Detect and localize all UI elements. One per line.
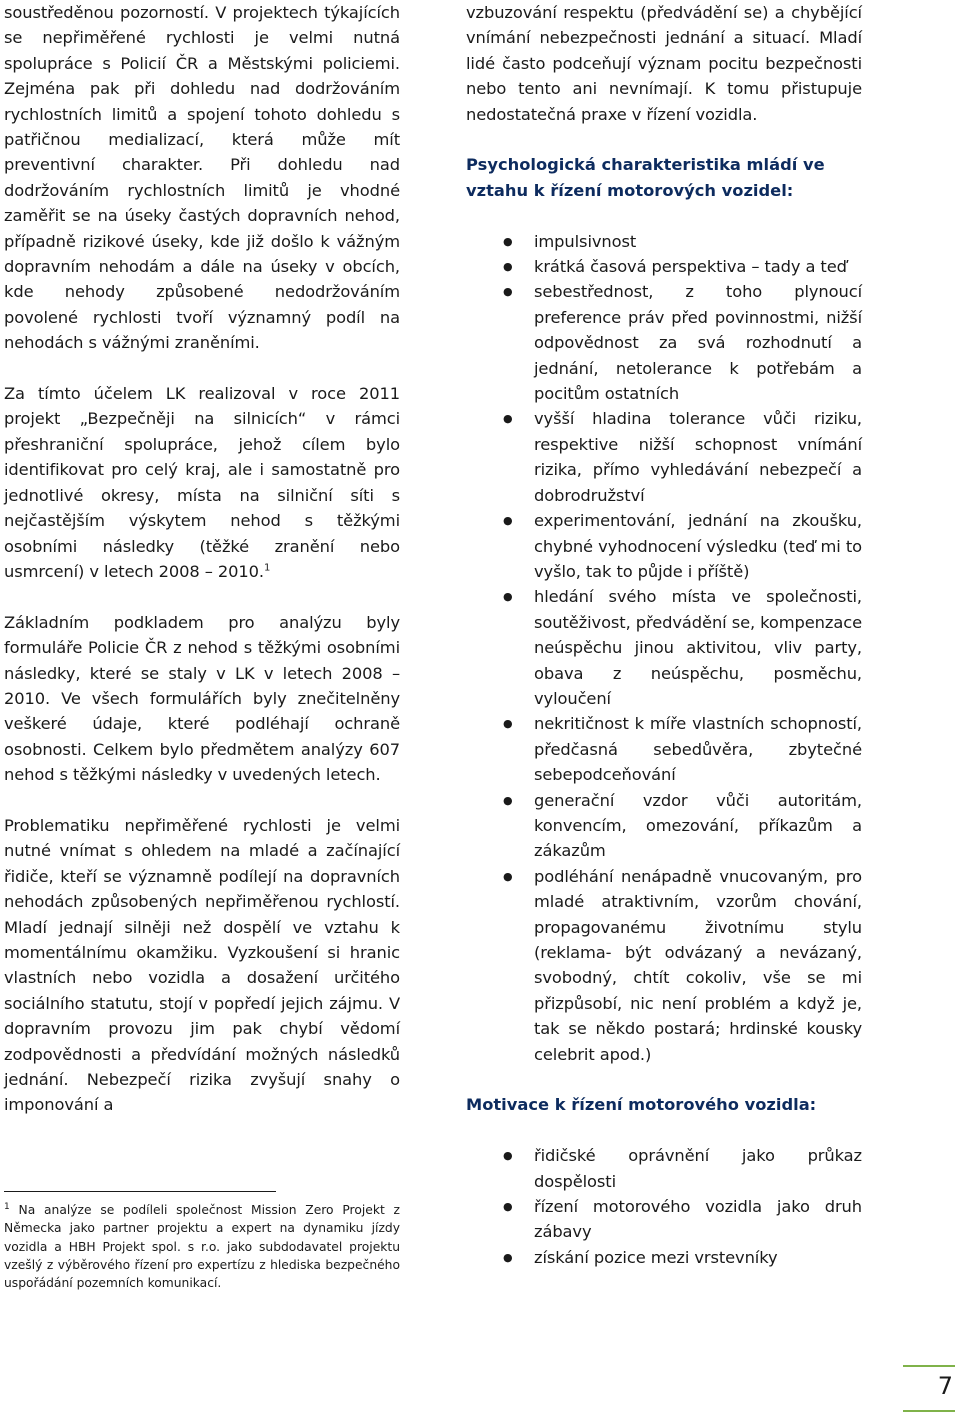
right-column xyxy=(466,0,862,1270)
left-column xyxy=(4,0,400,1118)
paragraph-young-drivers: Problematiku nepřiměřené rychlosti je velmi nutné vnímat s ohledem na mladé a začínající řidiče, kteří se významně podílejí na dopravních nehodách způsobených nepřiměřenou rychlostí. Mladí jednají silněji než dospělí ve vztahu k momentálnímu okamžiku. Vyzkoušení si hranic vlastních nebo vozidla a dosažení určitého sociálního statutu, stojí v popředí jejich zájmu. V dopravním provozu jim pak chybí vědomí zodpovědnosti a předvídání možných následků jednání. Nebezpečí rizika zvyšují snahy o imponování a xyxy=(4,815,400,1115)
motivation-list-item: ● získání pozice mezi vrstevníky xyxy=(466,1245,862,1270)
motivation-list xyxy=(466,1143,862,1270)
paragraph-continuation: vzbuzování respektu (předvádění se) a chybějící vnímání nebezpečnosti jednání a situací. Mladí lidé často podceňují význam pocitu bezpečnosti nebo tento ani nevnímají. K tomu přistupuje nedostatečná praxe v řízení vozidla. xyxy=(466,3,862,124)
footnote-text: Na analýze se podíleli společnost Mission Zero Projekt z Německa jako partner projektu a expert na dynamiku jízdy vozidla a HBH Projekt spol. s r.o. jako subdodavatel projektu vzešlý z výběrového řízení pro expertízu z hlediska bezpečného uspořádání pozemních komunikací. xyxy=(4,1203,400,1291)
page-number-rule-top xyxy=(903,1365,955,1367)
characteristics-list-item: ● sebestřednost, z toho plynoucí preference práv před povinnostmi, nižší odpovědnost za svá rozhodnutí a jednání, netolerance k potřebám a pocitům ostatních xyxy=(466,279,862,406)
characteristics-list xyxy=(466,229,862,1067)
motivation-list-item: ● řidičské oprávnění jako průkaz dospělosti xyxy=(466,1143,862,1194)
characteristics-list-item: ● nekritičnost k míře vlastních schopností, předčasná sebedůvěra, zbytečné sebepodceňování xyxy=(466,711,862,787)
footnote-number: 1 xyxy=(4,1201,10,1212)
motivation-list-item: ● řízení motorového vozidla jako druh zábavy xyxy=(466,1194,862,1245)
page-number-rule-bottom xyxy=(903,1410,955,1412)
paragraph-project-text: Za tímto účelem LK realizoval v roce 2011 projekt „Bezpečněji na silnicích“ v rámci přeshraniční spolupráce, jehož cílem bylo identifikovat pro celý kraj, ale i samostatně pro jednotlivé okresy, místa na silniční síti s nejčastějším výskytem nehod s těžkými osobními následky (těžké zranění nebo usmrcení) v letech 2008 – 2010. xyxy=(4,384,400,581)
characteristics-list-item: ● podléhání nenápadně vnucovaným, pro mladé atraktivním, vzorům chování, propagovanému životnímu stylu (reklama- být odvázaný a nevázaný, svobodný, chtít cokoliv, vše se mi přizpůsobí, nic není problém a když je, tak se někdo postará; hrdinské kousky celebrit apod.) xyxy=(466,864,862,1067)
paragraph-analysis-basis: Základním podkladem pro analýzu byly formuláře Policie ČR z nehod s těžkými osobními následky, které se staly v LK v letech 2008 – 2010. Ve všech formulářích byly znečitelněny veškeré údaje, které podléhají ochraně osobnosti. Celkem bylo předmětem analýzy 607 nehod s těžkými následky v uvedených letech. xyxy=(4,612,400,785)
heading-psychological-characteristics: Psychologická charakteristika mládí ve vztahu k řízení motorových vozidel: xyxy=(466,155,825,200)
characteristics-list-item: ● impulsivnost xyxy=(466,229,862,254)
characteristics-list-item: ● krátká časová perspektiva – tady a teď xyxy=(466,254,862,279)
footnote xyxy=(4,1201,400,1292)
footnote-separator xyxy=(4,1191,276,1192)
page-number: 7 xyxy=(937,1372,953,1400)
characteristics-list-item: ● hledání svého místa ve společnosti, soutěživost, předvádění se, kompenzace neúspěchu jinou aktivitou, vliv party, obava z neúspěchu, posměchu, vyloučení xyxy=(466,584,862,711)
characteristics-list-item: ● generační vzdor vůči autoritám, konvencím, omezování, příkazům a zákazům xyxy=(466,788,862,864)
characteristics-list-item: ● experimentování, jednání na zkoušku, chybné vyhodnocení výsledku (teď mi to vyšlo, tak to půjde i příště) xyxy=(466,508,862,584)
footnote-reference[interactable]: 1 xyxy=(263,562,271,574)
heading-motivation: Motivace k řízení motorového vozidla: xyxy=(466,1095,817,1115)
characteristics-list-item: ● vyšší hladina tolerance vůči riziku, respektive nižší schopnost vnímání rizika, přímo vyhledávání nebezpečí a dobrodružství xyxy=(466,406,862,508)
paragraph-project xyxy=(4,381,400,584)
paragraph-speed-enforcement: soustředěnou pozorností. V projektech týkajících se nepřiměřené rychlosti je velmi nutná spolupráce s Policií ČR a Městskými policiemi. Zejména pak při dohledu nad dodržováním rychlostních limitů a spojení tohoto dohledu s patřičnou medializací, která může mít preventivní charakter. Při dohledu nad dodržováním rychlostních limitů je vhodné zaměřit se na úseky častých dopravních nehod, případně rizikové úseky, kde již došlo k vážným dopravním nehodám a dále na úseky v obcích, kde nehody způsobené nedodržováním povolené rychlosti tvoří významný podíl na nehodách s vážnými zraněními. xyxy=(4,3,400,353)
